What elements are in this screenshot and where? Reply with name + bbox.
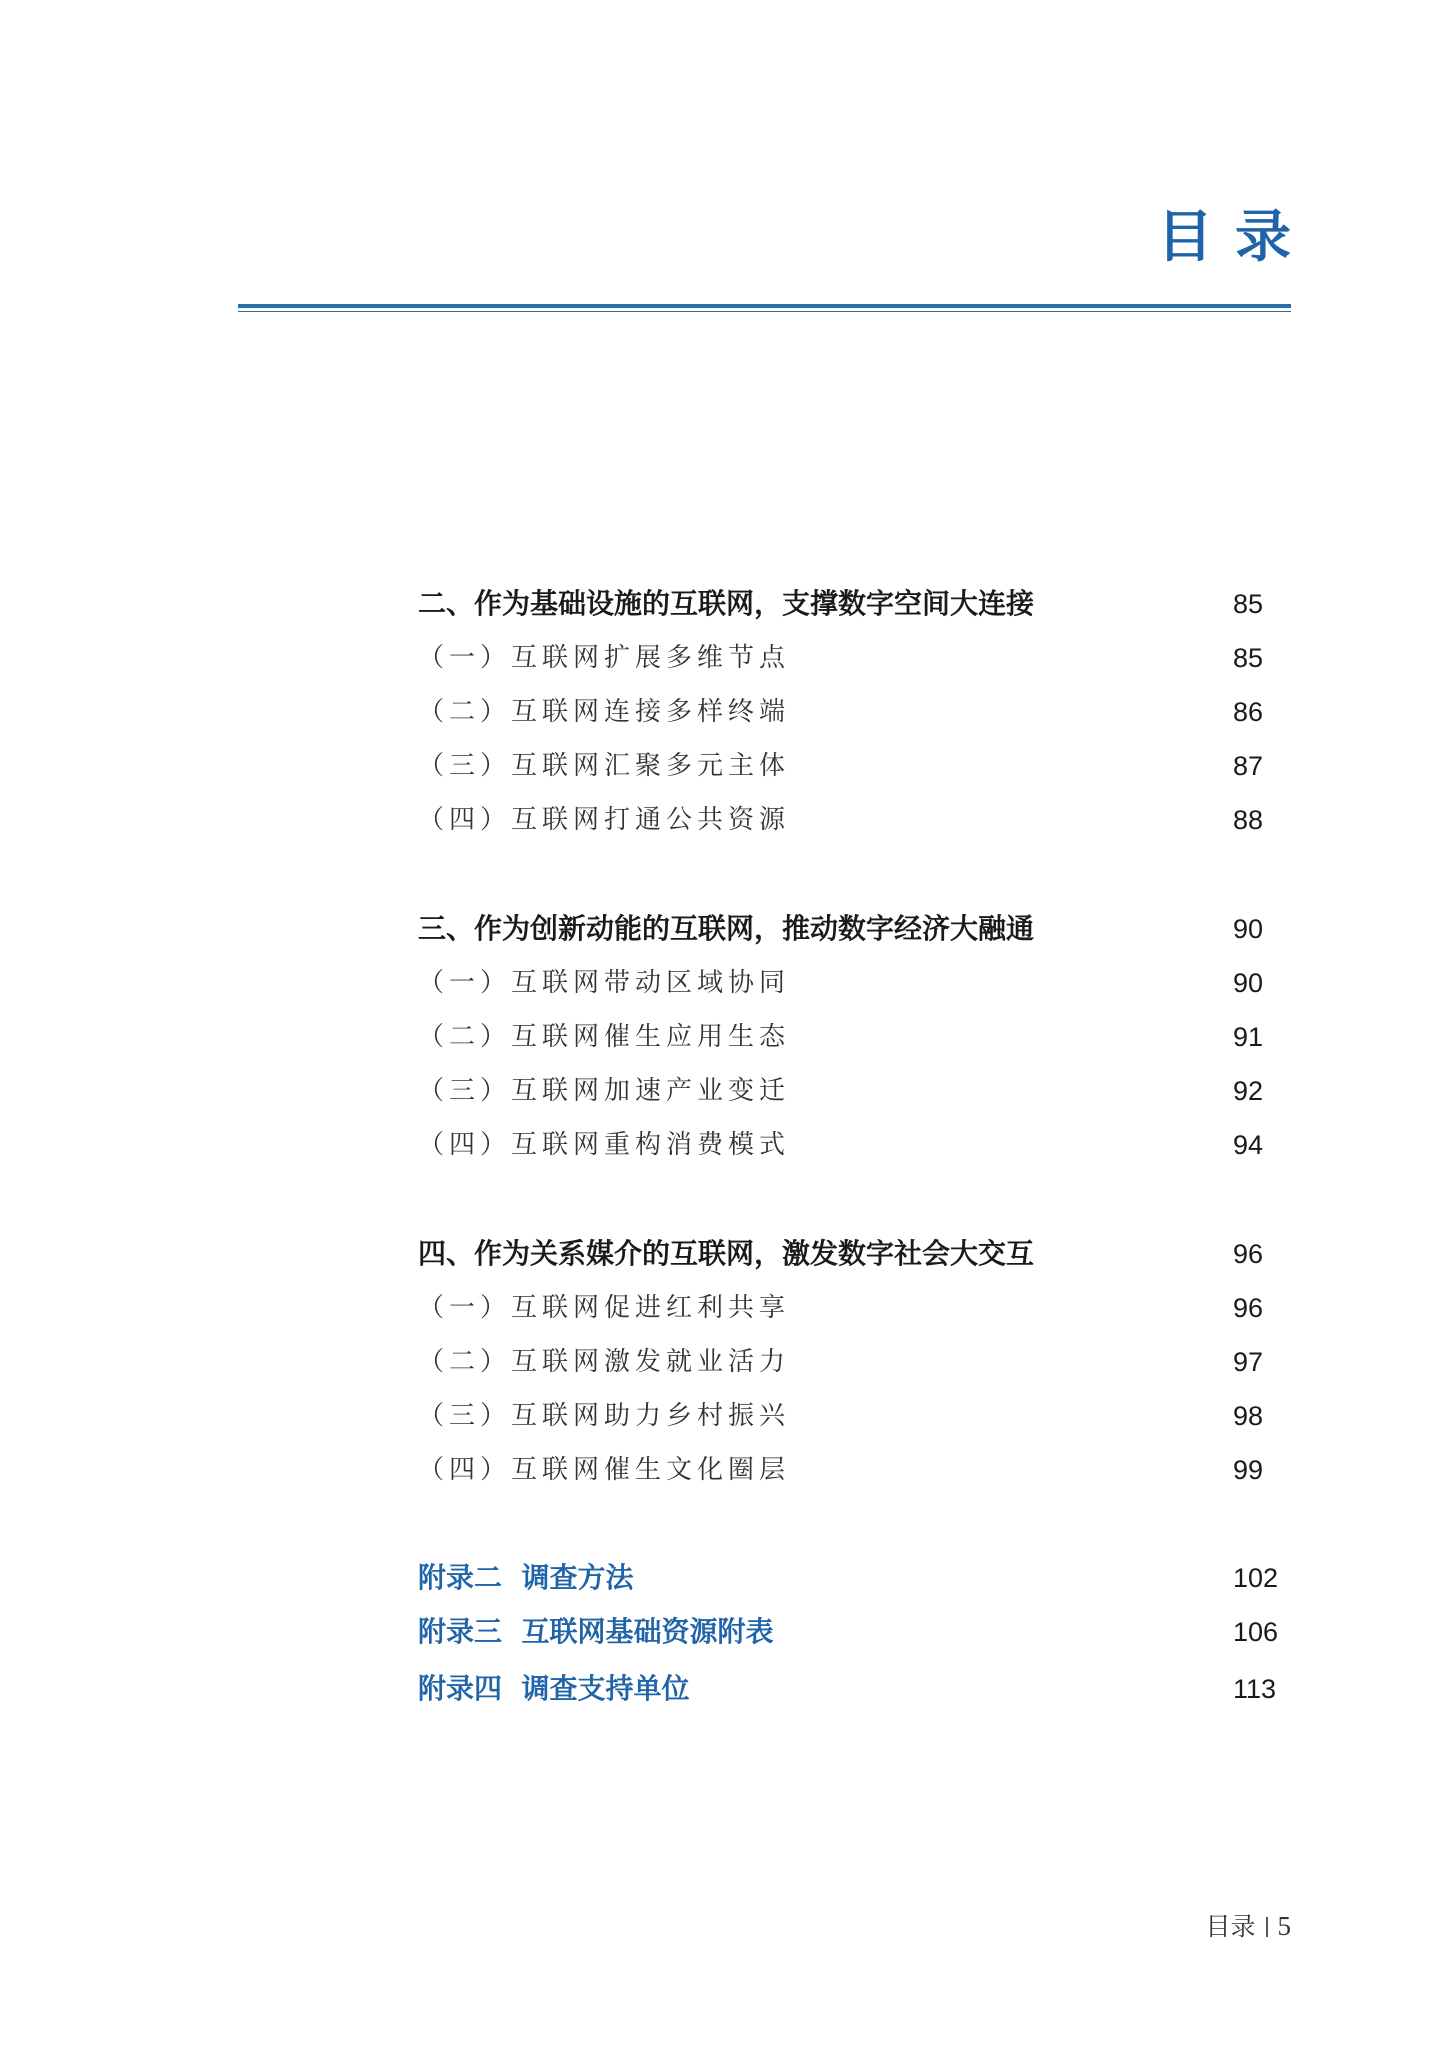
section-page: 88: [1233, 805, 1264, 835]
section-title: （二）互联网连接多样终端: [418, 697, 791, 727]
toc-chapter-4[interactable]: [418, 1234, 1273, 1274]
chapter-title: 三、作为创新动能的互联网，推动数字经济大融通: [418, 912, 1035, 945]
section-page: 91: [1233, 1022, 1264, 1052]
section-page: 86: [1233, 697, 1264, 727]
toc-chapter-2[interactable]: [418, 584, 1273, 624]
section-page: 99: [1233, 1455, 1264, 1485]
toc-appendix-3[interactable]: [418, 1612, 1279, 1652]
section-page: 85: [1233, 643, 1264, 673]
title-divider-thin: [238, 311, 1291, 312]
section-title: （一）互联网带动区域协同: [418, 968, 791, 998]
appendix-page: 113: [1233, 1674, 1277, 1704]
footer-separator: [1266, 1917, 1268, 1937]
appendix-page: 106: [1233, 1617, 1279, 1647]
page-title: 目录: [1157, 205, 1313, 270]
toc-section[interactable]: [418, 1071, 1273, 1111]
toc-section[interactable]: [418, 746, 1273, 786]
section-page: 97: [1233, 1347, 1264, 1377]
appendix-title: 附录四 调查支持单位: [418, 1672, 690, 1705]
toc-appendix-4[interactable]: [418, 1669, 1277, 1709]
section-title: （三）互联网助力乡村振兴: [418, 1401, 791, 1431]
section-title: （四）互联网重构消费模式: [418, 1130, 791, 1160]
title-divider: [238, 304, 1291, 308]
toc-section[interactable]: [418, 638, 1273, 678]
chapter-page: 90: [1233, 914, 1264, 944]
toc-section[interactable]: [418, 1288, 1273, 1328]
chapter-title: 四、作为关系媒介的互联网，激发数字社会大交互: [418, 1237, 1035, 1270]
toc-section[interactable]: [418, 692, 1273, 732]
appendix-page: 102: [1233, 1563, 1279, 1593]
toc-section[interactable]: [418, 1396, 1273, 1436]
chapter-page: 85: [1233, 589, 1264, 619]
section-title: （二）互联网催生应用生态: [418, 1022, 791, 1052]
toc-section[interactable]: [418, 1342, 1273, 1382]
page-footer: [1205, 1906, 1291, 1947]
section-title: （一）互联网促进红利共享: [418, 1293, 791, 1323]
toc-section[interactable]: [418, 1017, 1273, 1057]
appendix-title: 附录二 调查方法: [418, 1561, 634, 1594]
chapter-title: 二、作为基础设施的互联网，支撑数字空间大连接: [418, 587, 1035, 620]
toc-section[interactable]: [418, 1125, 1273, 1165]
toc-chapter-3[interactable]: [418, 909, 1273, 949]
appendix-title: 附录三 互联网基础资源附表: [418, 1615, 774, 1648]
toc-appendix-2[interactable]: [418, 1558, 1279, 1598]
footer-label: 目录: [1205, 1912, 1256, 1941]
section-page: 90: [1233, 968, 1264, 998]
toc-section[interactable]: [418, 800, 1273, 840]
toc-section[interactable]: [418, 1450, 1273, 1490]
section-title: （四）互联网催生文化圈层: [418, 1455, 791, 1485]
page-number: 5: [1277, 1911, 1291, 1941]
toc-section[interactable]: [418, 963, 1273, 1003]
section-page: 98: [1233, 1401, 1264, 1431]
section-title: （四）互联网打通公共资源: [418, 805, 791, 835]
section-title: （三）互联网汇聚多元主体: [418, 751, 791, 781]
section-page: 96: [1233, 1293, 1264, 1323]
section-title: （一）互联网扩展多维节点: [418, 643, 791, 673]
section-page: 92: [1233, 1076, 1264, 1106]
section-title: （二）互联网激发就业活力: [418, 1347, 791, 1377]
section-page: 94: [1233, 1130, 1264, 1160]
section-page: 87: [1233, 751, 1264, 781]
chapter-page: 96: [1233, 1239, 1264, 1269]
section-title: （三）互联网加速产业变迁: [418, 1076, 791, 1106]
